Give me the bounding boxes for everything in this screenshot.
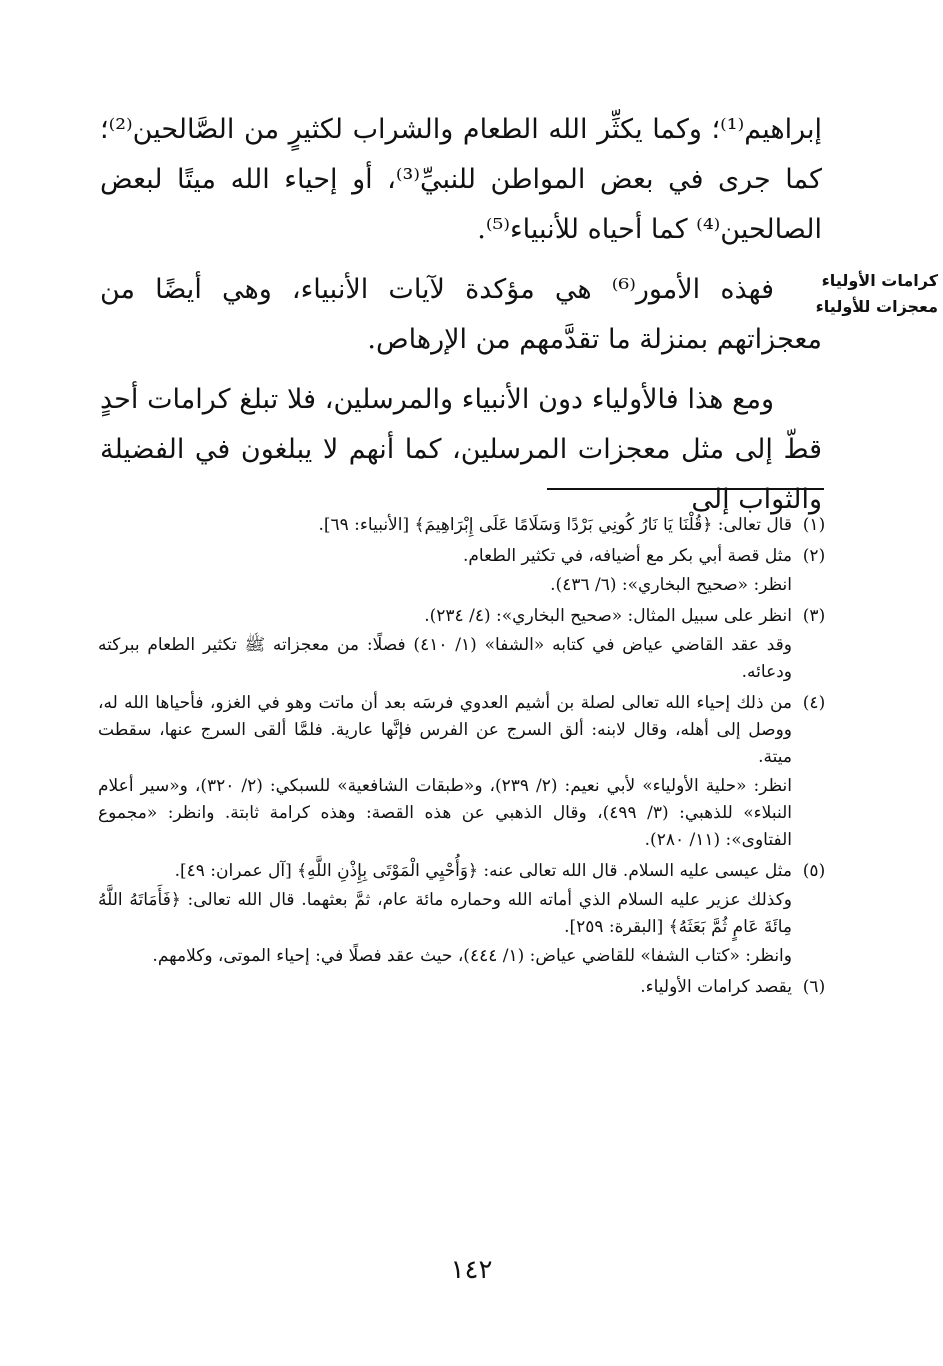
footnote-number: (٢) (802, 546, 826, 566)
main-text (100, 105, 822, 535)
footnote-text: مثل قصة أبي بكر مع أضيافه، في تكثير الطعام. (462, 546, 792, 566)
footnote-number: (١) (802, 515, 826, 535)
footnote-number: (٤) (802, 693, 826, 713)
page-number: ١٤٢ (450, 1255, 493, 1285)
main-paragraph: إبراهيم⁽¹⁾؛ وكما يكثِّر الله الطعام والشراب لكثيرٍ من الصَّالحين⁽²⁾؛ كما جرى في بعض المواطن للنبيِّ⁽³⁾، أو إحياء الله ميتًا لبعض الصالحين⁽⁴⁾ كما أحياه للأنبياء⁽⁵⁾. (100, 114, 822, 245)
margin-heading-line: كرامات الأولياء (821, 271, 938, 290)
margin-heading (815, 268, 938, 320)
footnotes (98, 512, 836, 1005)
footnote-continuation: وانظر: «كتاب الشفا» للقاضي عياض: (١/ ٤٤٤)، حيث عقد فصلًا في: إحياء الموتى، وكلامهم. (152, 946, 792, 966)
footnote-text: وكذلك عزير عليه السلام الذي أماته الله وحماره مائة عام، ثمَّ بعثهما. قال الله تعالى: ﴿فَأَمَاتَهُ اللَّهُ مِائَةَ عَامٍ ثُمَّ بَعَثَهُ﴾ [البقرة: ٢٥٩]. (98, 890, 792, 937)
main-paragraph: فهذه الأمور⁽⁶⁾ هي مؤكدة لآيات الأنبياء، وهي أيضًا من معجزاتهم بمنزلة ما تقدَّمهم من الإرهاص. (100, 274, 822, 355)
footnote-3 (98, 603, 836, 686)
footnote-number: (٦) (802, 977, 826, 997)
footnote-text: انظر على سبيل المثال: «صحيح البخاري»: (٤/ ٢٣٤). (424, 606, 792, 626)
footnote-text: من ذلك إحياء الله تعالى لصلة بن أشيم العدوي فرسَه بعد أن ماتت وهو في الغزو، فأحياها الله له، ووصل إلى أهله، وقال لابنه: ألق السرج عن الفرس فإنَّها عارية. فلمَّا ألقى السرج عنها، سقطت ميتة. (98, 693, 792, 767)
footnote-continuation: وقد عقد القاضي عياض في كتابه «الشفا» (١/ ٤١٠) فصلًا: من معجزاته ﷺ تكثير الطعام ببركته ودعائه. (98, 635, 792, 682)
main-paragraph: ومع هذا فالأولياء دون الأنبياء والمرسلين، فلا تبلغ كرامات أحدٍ قطّ إلى مثل معجزات المرسلين، كما أنهم لا يبلغون في الفضيلة والثواب إلى (100, 384, 822, 515)
footnote-number: (٥) (802, 861, 826, 881)
footnote-separator (547, 488, 824, 490)
footnote-text: يقصد كرامات الأولياء. (640, 977, 792, 997)
footnote-text: مثل عيسى عليه السلام. قال الله تعالى عنه: ﴿وَأُحْيِي الْمَوْتَى بِإِذْنِ اللَّهِ﴾ [آل عمران: ٤٩]. (174, 861, 792, 881)
footnote-reference: انظر: «صحيح البخاري»: (٦/ ٤٣٦). (550, 575, 792, 595)
footnote-2 (98, 543, 836, 599)
footnote-continuation: انظر: «حلية الأولياء» لأبي نعيم: (٢/ ٢٣٩)، و«طبقات الشافعية» للسبكي: (٢/ ٣٢٠)، و«سير أعلام النبلاء» للذهبي: (٣/ ٤٩٩)، وقال الذهبي عن هذه القصة: وهذه كرامة ثابتة. وانظر: «مجموع الفتاوى»: (١١/ ٢٨٠). (98, 776, 792, 850)
margin-heading-line: معجزات للأولياء (815, 297, 938, 316)
footnote-4 (98, 690, 836, 854)
footnote-6 (98, 974, 836, 1001)
footnote-text: قال تعالى: ﴿قُلْنَا يَا نَارُ كُونِي بَرْدًا وَسَلَامًا عَلَى إِبْرَاهِيمَ﴾ [الأنبياء: ٦٩]. (318, 515, 792, 535)
footnote-5 (98, 858, 836, 970)
footnote-number: (٣) (802, 606, 826, 626)
footnote-1 (98, 512, 836, 539)
